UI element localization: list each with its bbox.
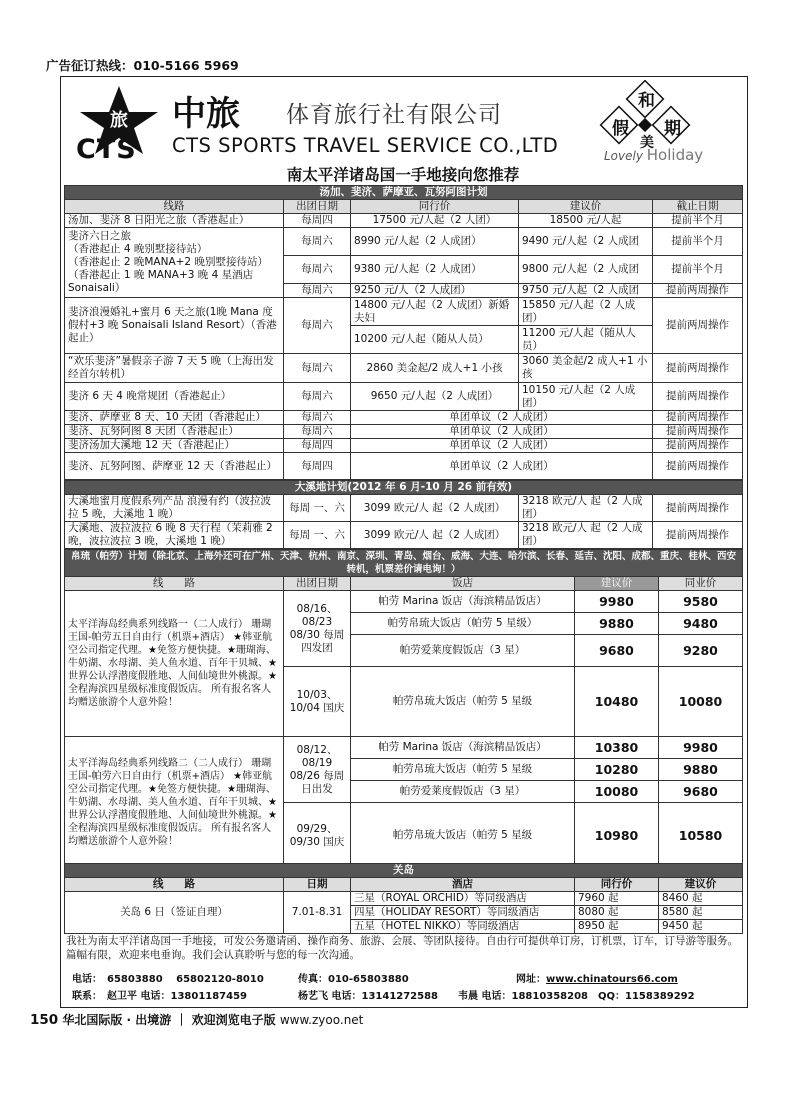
contact-fax: 传真：010-65803880	[298, 974, 409, 985]
holiday-char-3: 期	[664, 119, 681, 139]
fiji-table	[64, 185, 743, 480]
tahiti-section-title: 大溪地计划(2012 年 6 月-10 月 26 前有效)	[65, 481, 743, 495]
holiday-char-2: 假	[612, 119, 629, 139]
table-row: 帕劳帛琉大饭店（帕劳 5 星级） 9880 9480	[65, 613, 743, 635]
contact-person-1: 联系： 赵卫平 电话：13801187459	[72, 991, 248, 1002]
six-day-route: 斐济六日之旅 （香港起止 4 晚别墅接待站） （香港起止 2 晚MANA+2 晚别墅接待站） （香港起止 1 晚 MANA+3 晚 4 星酒店 Sonaisali）	[65, 228, 284, 298]
table-row: 太平洋海岛经典系列线路二（二人成行） 珊瑚王国-帕劳六日自由行（机票+酒店） ★韩亚航空公司指定代理。★免签方便快捷。★珊瑚海、牛奶湖、水母湖、美人鱼水道、百年干贝城、★世界公认浮潜度假胜地、人间仙境世外桃源。★全程海滨四星级标准度假饭店。 所有报名客人均赠送旅游个人意外险！ 08/12、08/19 08/26 每周日出发 帕劳 Marina 饭店（海滨精品饭店） 10380 9980	[65, 737, 743, 759]
table-row: 09/29、09/30 国庆 帕劳帛琉大饭店（帕劳 5 星级 10980 10580	[65, 803, 743, 869]
col-suggest-price: 建议价	[575, 577, 659, 591]
table-row: 10/03、10/04 国庆 帕劳帛琉大饭店（帕劳 5 星级 10480 10080	[65, 667, 743, 737]
website-link[interactable]: www.chinatours66.com	[546, 974, 678, 985]
table-row: 每周六 9250 元/人（2 人成团） 9750 元/人起（2 人成团 提前两周操作	[65, 284, 743, 298]
col-route: 线 路	[65, 577, 284, 591]
holiday-char-4: 美	[640, 135, 654, 151]
table-row: 斐济、瓦努阿图、萨摩亚 12 天（香港起止） 每周四 单团单议（2 人成团） 提前两周操作	[65, 453, 743, 480]
cts-text-logo: CTS	[76, 134, 137, 165]
col-suggest-price: 建议价	[659, 878, 743, 892]
brand-name-en: CTS SPORTS TRAVEL SERVICE CO.,LTD	[172, 134, 559, 157]
fiji-section-title: 汤加、斐济、萨摩亚、瓦努阿图计划	[65, 186, 743, 200]
contact-website: 网址：www.chinatours66.com	[516, 974, 678, 985]
contact-person-2: 杨艺飞 电话：13141272588	[298, 991, 439, 1002]
table-row: 斐济、瓦努阿图 8 天团（香港起止） 每周六 单团单议（2 人成团） 提前两周操作	[65, 425, 743, 439]
table-row: 大溪地、波拉波拉 6 晚 8 天行程（茉莉雅 2 晚，波拉波拉 3 晚，大溪地 1 晚） 每周 一、六 3099 欧元/人 起（2 人成团） 3218 欧元/人 起（2 人成团） 提前两周操作	[65, 522, 743, 549]
main-title: 南太平洋诸岛国一手地接向您推荐	[286, 166, 520, 184]
col-hotel: 酒店	[351, 878, 575, 892]
table-row: 关岛 6 日（签证自理） 7.01-8.31 三星（ROYAL ORCHID）等同级酒店 7960 起 8460 起	[65, 892, 743, 906]
holiday-char-1: 和	[638, 91, 655, 111]
table-row: 五星（HOTEL NIKKO）等同级酒店 8950 起 9450 起	[65, 920, 743, 934]
col-deadline: 截止日期	[653, 200, 743, 214]
table-row: 帕劳爱莱度假饭店（3 星） 10080 9680	[65, 781, 743, 803]
holiday-wordmark: Lovely Holiday	[604, 146, 704, 164]
publication-name: 华北国际版 · 出境游 ｜ 欢迎浏览电子版	[62, 1013, 276, 1027]
col-suggest-price: 建议价	[519, 200, 653, 214]
page-footer	[30, 1011, 363, 1028]
table-row: “欢乐斐济”暑假亲子游 7 天 5 晚（上海出发经首尔转机） 每周六 2860 美金起/2 成人+1 小孩 3060 美金起/2 成人+1 小孩 提前两周操作	[65, 354, 743, 383]
table-row: 斐济 6 天 4 晚常规团（香港起止） 每周六 9650 元/人起（2 人成团） 10150 元/人起（2 人成团） 提前两周操作	[65, 383, 743, 411]
table-row: 太平洋海岛经典系列线路一（二人成行） 珊瑚王国-帕劳五日自由行（机票+酒店） ★韩亚航空公司指定代理。★免签方便快捷。★珊瑚海、牛奶湖、水母湖、美人鱼水道、百年干贝城、★世界公认浮潜度假胜地、人间仙境世外桃源。★全程海滨四星级标准度假饭店。 所有报名客人均赠送旅游个人意外险！ 08/16、08/23 08/30 每周四发团 帕劳 Marina 饭店（海滨精品饭店） 9980 9580	[65, 591, 743, 613]
palau-section-title: 帛琉（帕劳）计划（除北京、上海外还可在广州、天津、杭州、南京、深圳、青岛、烟台、威海、大连、哈尔滨、长春、延吉、沈阳、成都、重庆、桂林、西安转机，机票差价请电询！）	[65, 550, 743, 577]
site-link[interactable]: www.zyoo.net	[279, 1013, 364, 1027]
table-row: 汤加、斐济 8 日阳光之旅（香港起止） 每周四 17500 元/人起（2 人团） 18500 元/人起 提前半个月	[65, 214, 743, 228]
contact-tel: 电话： 65803880 65802120-8010	[72, 974, 264, 985]
footer-note: 我社为南太平洋诸岛国一手地接，可发公务邀请函、操作商务、旅游、会展、等团队接待。自由行可提供单订房，订机票，订车，订导游等服务。篇幅有限，欢迎来电垂询。我们会认真聆听与您的每一次沟通。	[66, 935, 738, 961]
palau-table	[64, 549, 743, 869]
guam-section-title: 关岛	[65, 864, 743, 878]
col-trade-price: 同行价	[351, 200, 519, 214]
col-hotel: 饭店	[351, 577, 575, 591]
tahiti-table	[64, 480, 743, 549]
table-row: 帕劳帛琉大饭店（帕劳 5 星级 10280 9880	[65, 759, 743, 781]
col-trade-price: 同行价	[575, 878, 659, 892]
page-number: 150	[30, 1012, 59, 1028]
col-date: 出团日期	[284, 577, 351, 591]
contact-person-3: 韦晨 电话：18810358208 QQ：1158389292	[458, 991, 695, 1002]
table-row: 帕劳爱莱度假饭店（3 星） 9680 9280	[65, 635, 743, 667]
col-route: 线 路	[65, 878, 284, 892]
table-row: 10200 元/人起（随从人员） 11200 元/人起（随从人员）	[65, 326, 743, 354]
table-row: 斐济浪漫婚礼+蜜月 6 天之旅(1晚 Mana 度假村+3 晚 Sonaisali Island Resort）（香港起止） 每周六 14800 元/人起（2 人成团）新婚夫妇 15850 元/人起（2 人成团） 提前两周操作	[65, 298, 743, 326]
ad-hotline: 广告征订热线：010-5166 5969	[46, 58, 239, 73]
table-row: 斐济汤加大溪地 12 天（香港起止） 每周四 单团单议（2 人成团） 提前两周操作	[65, 439, 743, 453]
table-row: 斐济六日之旅 （香港起止 4 晚别墅接待站） （香港起止 2 晚MANA+2 晚别墅接待站） （香港起止 1 晚 MANA+3 晚 4 星酒店 Sonaisali） 每周六 8990 元/人起（2 人成团） 9490 元/人起（2 人成团 提前半个月	[65, 228, 743, 256]
brand-name-bold: 中旅	[172, 94, 240, 134]
svg-text:旅: 旅	[110, 110, 128, 131]
brand-name-cn: 体育旅行社有限公司	[286, 102, 502, 128]
table-row: 斐济、萨摩亚 8 天、10 天团（香港起止） 每周六 单团单议（2 人成团） 提前两周操作	[65, 411, 743, 425]
col-date: 日期	[284, 878, 351, 892]
col-route: 线路	[65, 200, 284, 214]
table-row: 四星（HOLIDAY RESORT）等同级酒店 8080 起 8580 起	[65, 906, 743, 920]
col-date: 出团日期	[284, 200, 351, 214]
guam-table	[64, 863, 743, 934]
col-trade-price: 同业价	[659, 577, 743, 591]
table-row: 大溪地蜜月度假系列产品 浪漫有约（波拉波拉 5 晚，大溪地 1 晚） 每周 一、六 3099 欧元/人 起（2 人成团） 3218 欧元/人 起（2 人成团） 提前两周操作	[65, 495, 743, 522]
table-row: 每周六 9380 元/人起（2 人成团） 9800 元/人起（2 人成团 提前半个月	[65, 256, 743, 284]
